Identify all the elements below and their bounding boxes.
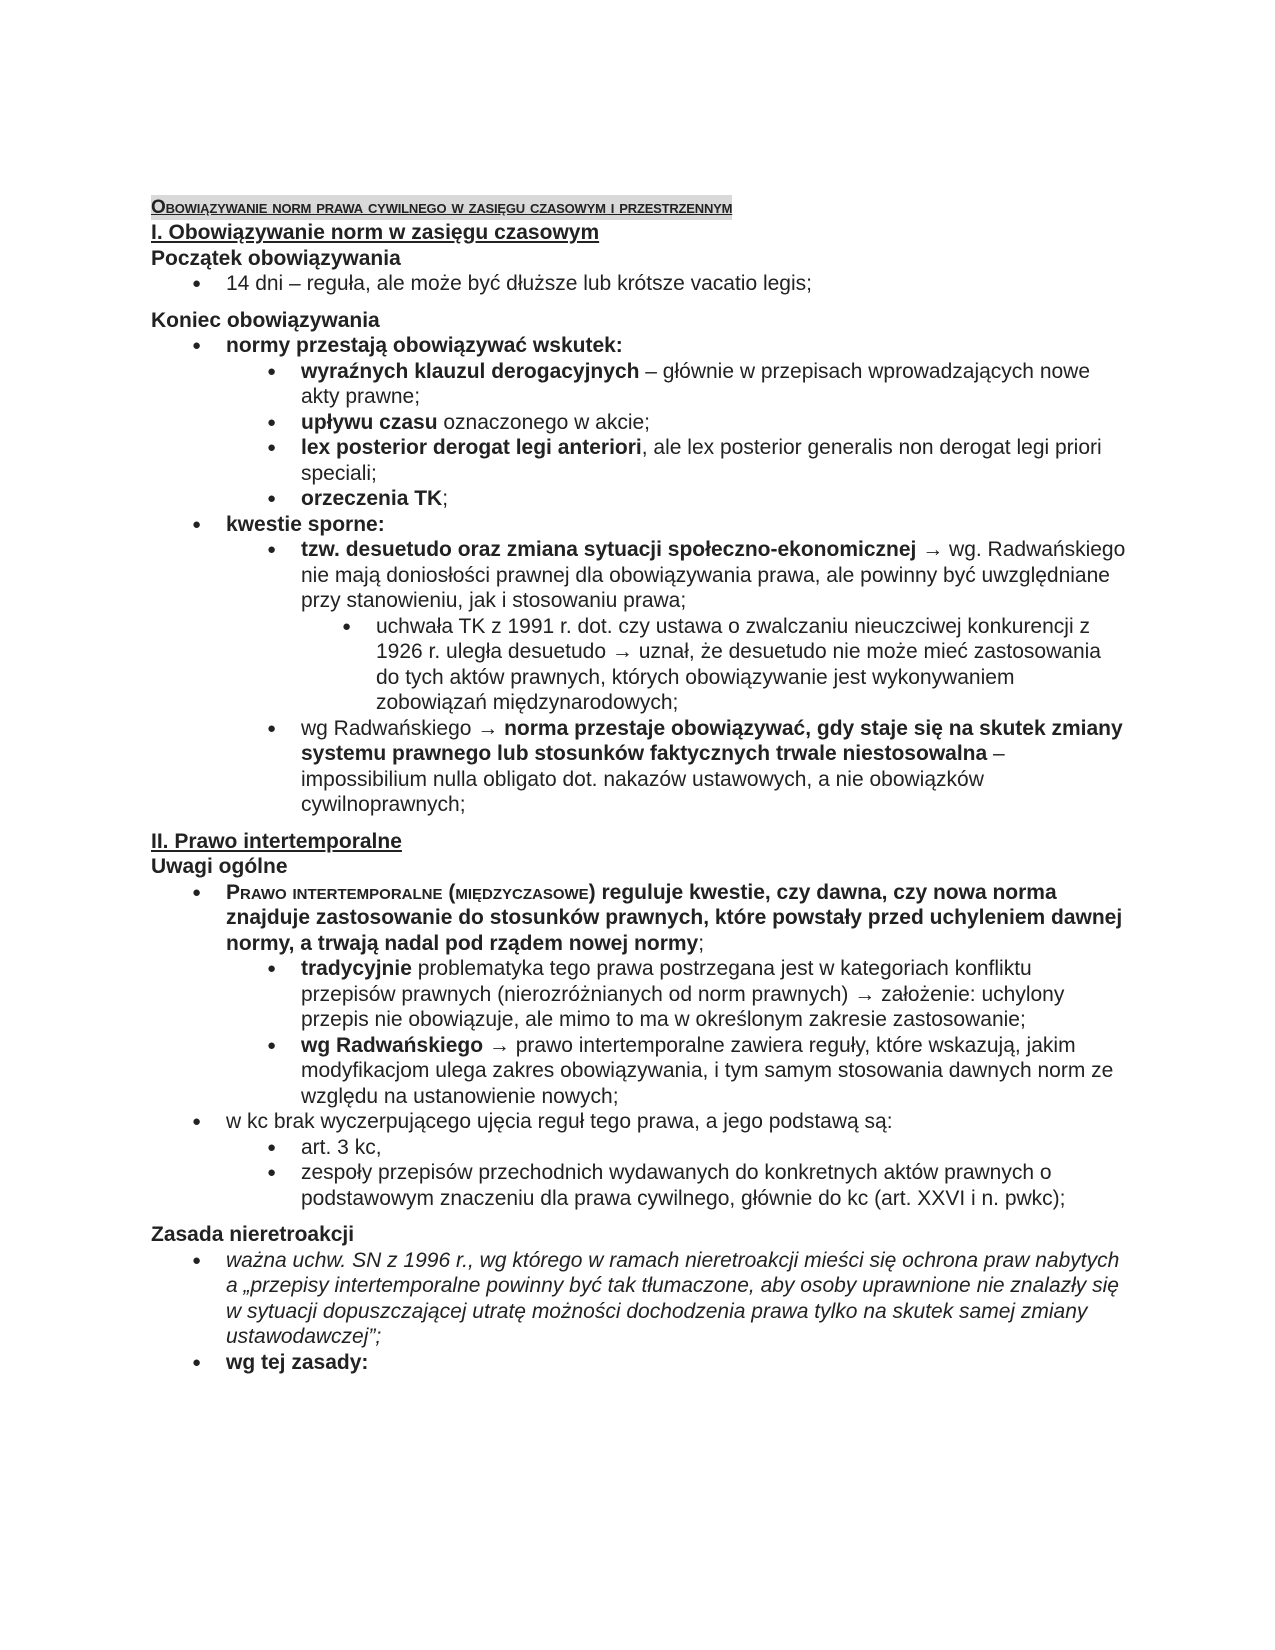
- list-item: ● tzw. desuetudo oraz zmiana sytuacji społeczno-ekonomicznej → wg. Radwańskiego nie mają doniosłości prawnej dla obowiązywania prawa, ale powinny być uwzględniane przy stanowieniu, jak i stosowaniu prawa; ● uchwała TK z 1991 r. dot. czy ustawa o zwalczaniu nieuczciwej konkurencji z 1926 r. uległa desuetudo → uznał, że desuetudo nie może mieć zastosowania do tych aktów prawnych, których obowiązywanie jest wykonywaniem zobowiązań międzynarodowych;: [301, 537, 1126, 716]
- sublist: [226, 537, 1126, 818]
- heading-start: Początek obowiązywania: [151, 246, 401, 270]
- list-item: ● uchwała TK z 1991 r. dot. czy ustawa o zwalczaniu nieuczciwej konkurencji z 1926 r. uległa desuetudo → uznał, że desuetudo nie może mieć zastosowania do tych aktów prawnych, których obowiązywanie jest wykonywaniem zobowiązań międzynarodowych;: [376, 614, 1126, 716]
- document-title: Obowiązywanie norm prawa cywilnego w zasięgu czasowym i przestrzennym: [151, 197, 733, 218]
- list-item: ● wyraźnych klauzul derogacyjnych – głównie w przepisach wprowadzających nowe akty prawne;: [301, 359, 1126, 410]
- sublist: [226, 956, 1126, 1109]
- list-item: ● ważna uchw. SN z 1996 r., wg którego w ramach nieretroakcji mieści się ochrona praw nabytych a „przepisy intertemporalne powinny być tak tłumaczone, aby osoby uprawnione nie znalazły się w sytuacji dopuszczającej utratę możności dochodzenia prawa tylko na skutek samej zmiany ustawodawczej”;: [226, 1248, 1126, 1350]
- list-item: ● tradycyjnie problematyka tego prawa postrzegana jest w kategoriach konfliktu przepisów prawnych (nierozróżnianych od norm prawnych) → założenie: uchylony przepis nie obowiązuje, ale mimo to ma w określonym zakresie zastosowanie;: [301, 956, 1126, 1033]
- list-nonretroaction: [151, 1248, 1126, 1376]
- list-item: ● zespoły przepisów przechodnich wydawanych do konkretnych aktów prawnych o podstawowym znaczeniu dla prawa cywilnego, głównie do kc (art. XXVI i n. pwkc);: [301, 1160, 1126, 1211]
- list-general: [151, 880, 1126, 1212]
- list-item: ● Prawo intertemporalne (międzyczasowe) reguluje kwestie, czy dawna, czy nowa norma znajduje zastosowanie do stosunków prawnych, które powstały przed uchyleniem dawnej normy, a trwają nadal pod rządem nowej normy; ● tradycyjnie problematyka tego prawa postrzegana jest w kategoriach konfliktu przepisów prawnych (nierozróżnianych od norm prawnych) → założenie: uchylony przepis nie obowiązuje, ale mimo to ma w określonym zakresie zastosowanie; ● wg Radwańskiego → prawo intertemporalne zawiera reguły, które wskazują, jakim modyfikacjom ulega zakres obowiązywania, i tym samym stosowania dawnych norm ze względu na ustanowienie nowych;: [226, 880, 1126, 1110]
- document-body: [151, 194, 1126, 1375]
- list-item: ● lex posterior derogat legi anteriori, ale lex posterior generalis non derogat legi priori speciali;: [301, 435, 1126, 486]
- list-start: [151, 271, 1126, 297]
- list-item: ● wg tej zasady:: [226, 1350, 1126, 1376]
- heading-nonretroaction: Zasada nieretroakcji: [151, 1223, 355, 1246]
- section-1-title: I. Obowiązywanie norm w zasięgu czasowym: [151, 221, 600, 244]
- heading-general: Uwagi ogólne: [151, 855, 288, 878]
- heading-end: Koniec obowiązywania: [151, 308, 380, 332]
- list-item: ● art. 3 kc,: [301, 1135, 1126, 1161]
- list-item: ● wg Radwańskiego → norma przestaje obowiązywać, gdy staje się na skutek zmiany systemu prawnego lub stosunków faktycznych trwale niestosowalna – impossibilium nulla obligato dot. nakazów ustawowych, a nie obowiązków cywilnoprawnych;: [301, 716, 1126, 818]
- list-item: ● 14 dni – reguła, ale może być dłuższe lub krótsze vacatio legis;: [226, 271, 1126, 297]
- list-item: ● wg Radwańskiego → prawo intertemporalne zawiera reguły, które wskazują, jakim modyfikacjom ulega zakres obowiązywania, i tym samym stosowania dawnych norm ze względu na ustanowienie nowych;: [301, 1033, 1126, 1110]
- list-item: ● upływu czasu oznaczonego w akcie;: [301, 410, 1126, 436]
- list-item: ● orzeczenia TK;: [301, 486, 1126, 512]
- sublist: [226, 1135, 1126, 1212]
- list-end: [151, 333, 1126, 818]
- section-2-title: II. Prawo intertemporalne: [151, 829, 402, 853]
- list-item: ● w kc brak wyczerpującego ujęcia reguł tego prawa, a jego podstawą są: ● art. 3 kc, ● zespoły przepisów przechodnich wydawanych do konkretnych aktów prawnych o podstawowym znaczeniu dla prawa cywilnego, głównie do kc (art. XXVI i n. pwkc);: [226, 1109, 1126, 1211]
- sublist: [301, 614, 1126, 716]
- list-item: ● kwestie sporne: ● tzw. desuetudo oraz zmiana sytuacji społeczno-ekonomicznej → wg. Radwańskiego nie mają doniosłości prawnej dla obowiązywania prawa, ale powinny być uwzględniane przy stanowieniu, jak i stosowaniu prawa; ● uchwała TK z 1991 r. dot. czy ustawa o zwalczaniu nieuczciwej konkurencji z 1926 r. uległa desuetudo → uznał, że desuetudo nie może mieć zastosowania do tych aktów prawnych, których obowiązywanie jest wykonywaniem zobowiązań międzynarodowych; ● wg Radwańskiego → norma przestaje obowiązywać, gdy staje się na skutek zmiany systemu prawnego lub stosunków faktycznych trwale niestosowalna – impossibilium nulla obligato dot. nakazów ustawowych, a nie obowiązków cywilnoprawnych;: [226, 512, 1126, 818]
- sublist: [226, 359, 1126, 512]
- list-item: ● normy przestają obowiązywać wskutek: ● wyraźnych klauzul derogacyjnych – głównie w przepisach wprowadzających nowe akty prawne; ● upływu czasu oznaczonego w akcie; ● lex posterior derogat legi anteriori, ale lex posterior generalis non derogat legi priori speciali; ● orzeczenia TK;: [226, 333, 1126, 512]
